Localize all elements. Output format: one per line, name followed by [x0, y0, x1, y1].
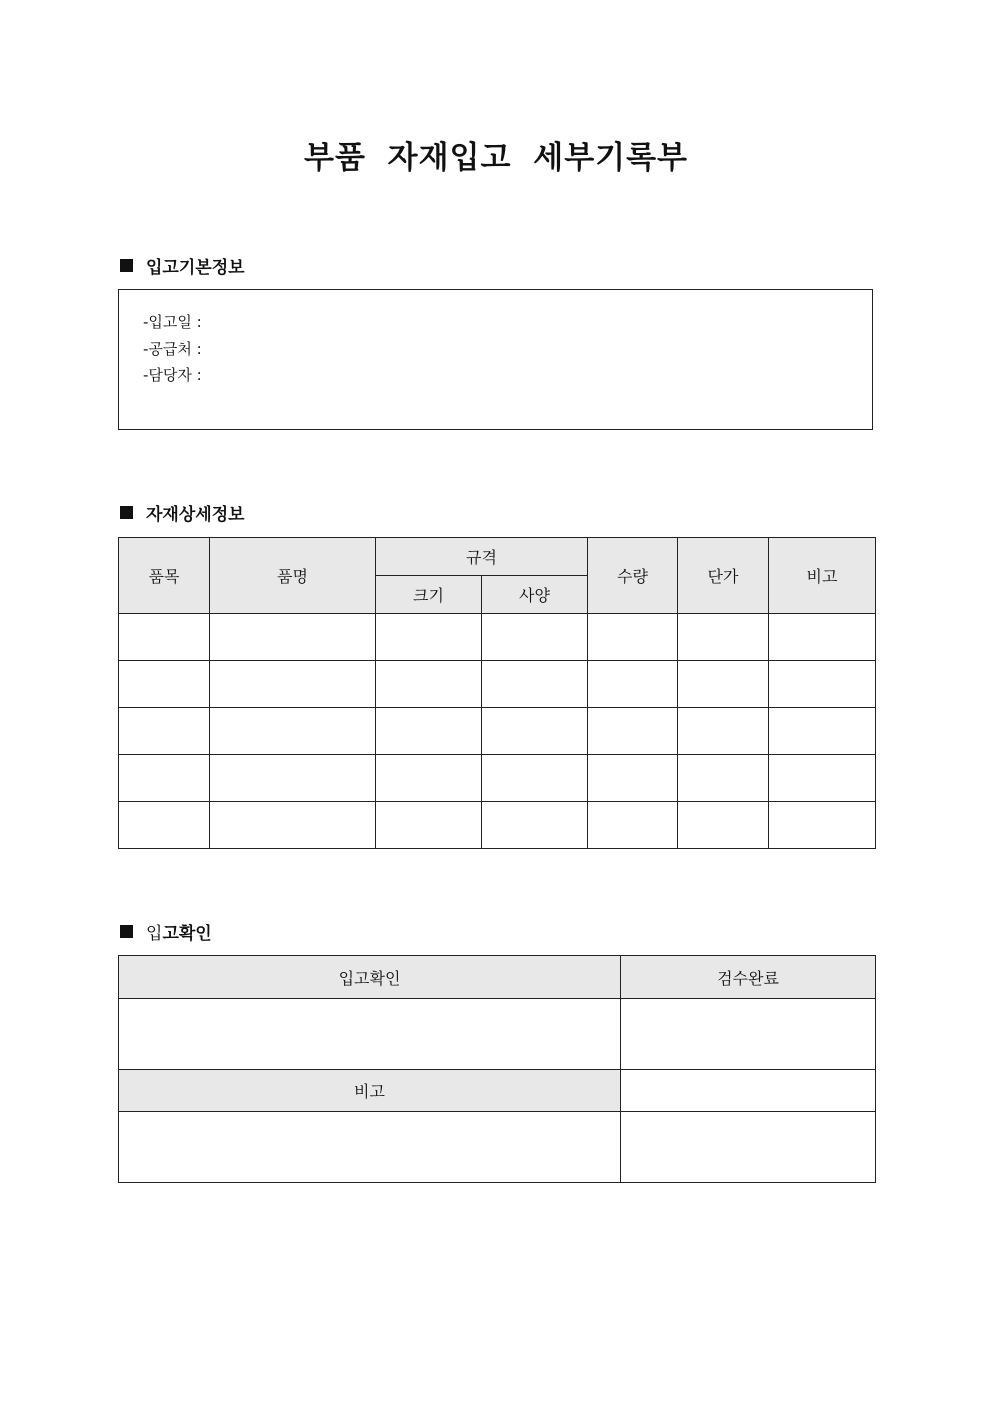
section-heading-text: 고확인 [162, 923, 212, 944]
table-header-row [119, 956, 876, 999]
note-cell[interactable] [119, 1112, 621, 1183]
size-cell[interactable] [376, 614, 482, 661]
section-heading-text: 입고기본정보 [146, 257, 245, 278]
qty-cell[interactable] [588, 661, 678, 708]
note-cell[interactable] [769, 708, 876, 755]
qty-cell[interactable] [588, 708, 678, 755]
size-cell[interactable] [376, 661, 482, 708]
section-heading-basic-info [120, 253, 245, 277]
item-cell[interactable] [119, 708, 210, 755]
spec-cell[interactable] [482, 755, 588, 802]
table-row [119, 708, 876, 755]
header-item: 품목 [119, 538, 210, 614]
table-row [119, 802, 876, 849]
table-row [119, 661, 876, 708]
basic-info-box [118, 289, 873, 430]
price-cell[interactable] [678, 708, 769, 755]
price-cell[interactable] [678, 802, 769, 849]
section-heading-material-detail [120, 500, 245, 524]
header-inspection: 검수완료 [621, 956, 876, 999]
price-cell[interactable] [678, 614, 769, 661]
table-row [119, 1070, 876, 1112]
square-bullet-icon [120, 259, 133, 272]
header-spec-detail: 사양 [482, 576, 588, 614]
header-price: 단가 [678, 538, 769, 614]
note-cell[interactable] [769, 661, 876, 708]
item-cell[interactable] [119, 614, 210, 661]
note-cell[interactable] [769, 802, 876, 849]
name-cell[interactable] [210, 802, 376, 849]
price-cell[interactable] [678, 755, 769, 802]
receipt-confirm-table [118, 955, 876, 1183]
spec-cell[interactable] [482, 661, 588, 708]
note-extra-cell[interactable] [621, 1112, 876, 1183]
section-heading-text: 자재상세정보 [146, 504, 245, 525]
header-note: 비고 [119, 1070, 621, 1112]
square-bullet-icon [120, 506, 133, 519]
spec-cell[interactable] [482, 614, 588, 661]
price-cell[interactable] [678, 661, 769, 708]
table-row [119, 755, 876, 802]
note-side-cell[interactable] [621, 1070, 876, 1112]
supplier-field[interactable]: -공급처 : [143, 339, 202, 358]
square-bullet-icon [120, 925, 133, 938]
table-header-row [119, 538, 876, 576]
item-cell[interactable] [119, 755, 210, 802]
header-confirm: 입고확인 [119, 956, 621, 999]
header-qty: 수량 [588, 538, 678, 614]
header-spec: 규격 [376, 538, 588, 576]
table-row [119, 999, 876, 1070]
page-title: 부품 자재입고 세부기록부 [304, 140, 688, 176]
table-row [119, 614, 876, 661]
qty-cell[interactable] [588, 802, 678, 849]
header-name: 품명 [210, 538, 376, 614]
inspection-cell[interactable] [621, 999, 876, 1070]
manager-field[interactable]: -담당자 : [143, 366, 202, 384]
header-note: 비고 [769, 538, 876, 614]
note-cell[interactable] [769, 755, 876, 802]
name-cell[interactable] [210, 755, 376, 802]
item-cell[interactable] [119, 802, 210, 849]
spec-cell[interactable] [482, 708, 588, 755]
name-cell[interactable] [210, 708, 376, 755]
qty-cell[interactable] [588, 614, 678, 661]
confirm-cell[interactable] [119, 999, 621, 1070]
section-heading-text-light: 입 [146, 923, 163, 944]
name-cell[interactable] [210, 614, 376, 661]
material-detail-table [118, 537, 876, 849]
note-cell[interactable] [769, 614, 876, 661]
table-row [119, 1112, 876, 1183]
item-cell[interactable] [119, 661, 210, 708]
size-cell[interactable] [376, 755, 482, 802]
size-cell[interactable] [376, 708, 482, 755]
header-size: 크기 [376, 576, 482, 614]
qty-cell[interactable] [588, 755, 678, 802]
section-heading-receipt-confirm [120, 919, 212, 943]
spec-cell[interactable] [482, 802, 588, 849]
receipt-date-field[interactable]: -입고일 : [143, 313, 202, 331]
name-cell[interactable] [210, 661, 376, 708]
size-cell[interactable] [376, 802, 482, 849]
